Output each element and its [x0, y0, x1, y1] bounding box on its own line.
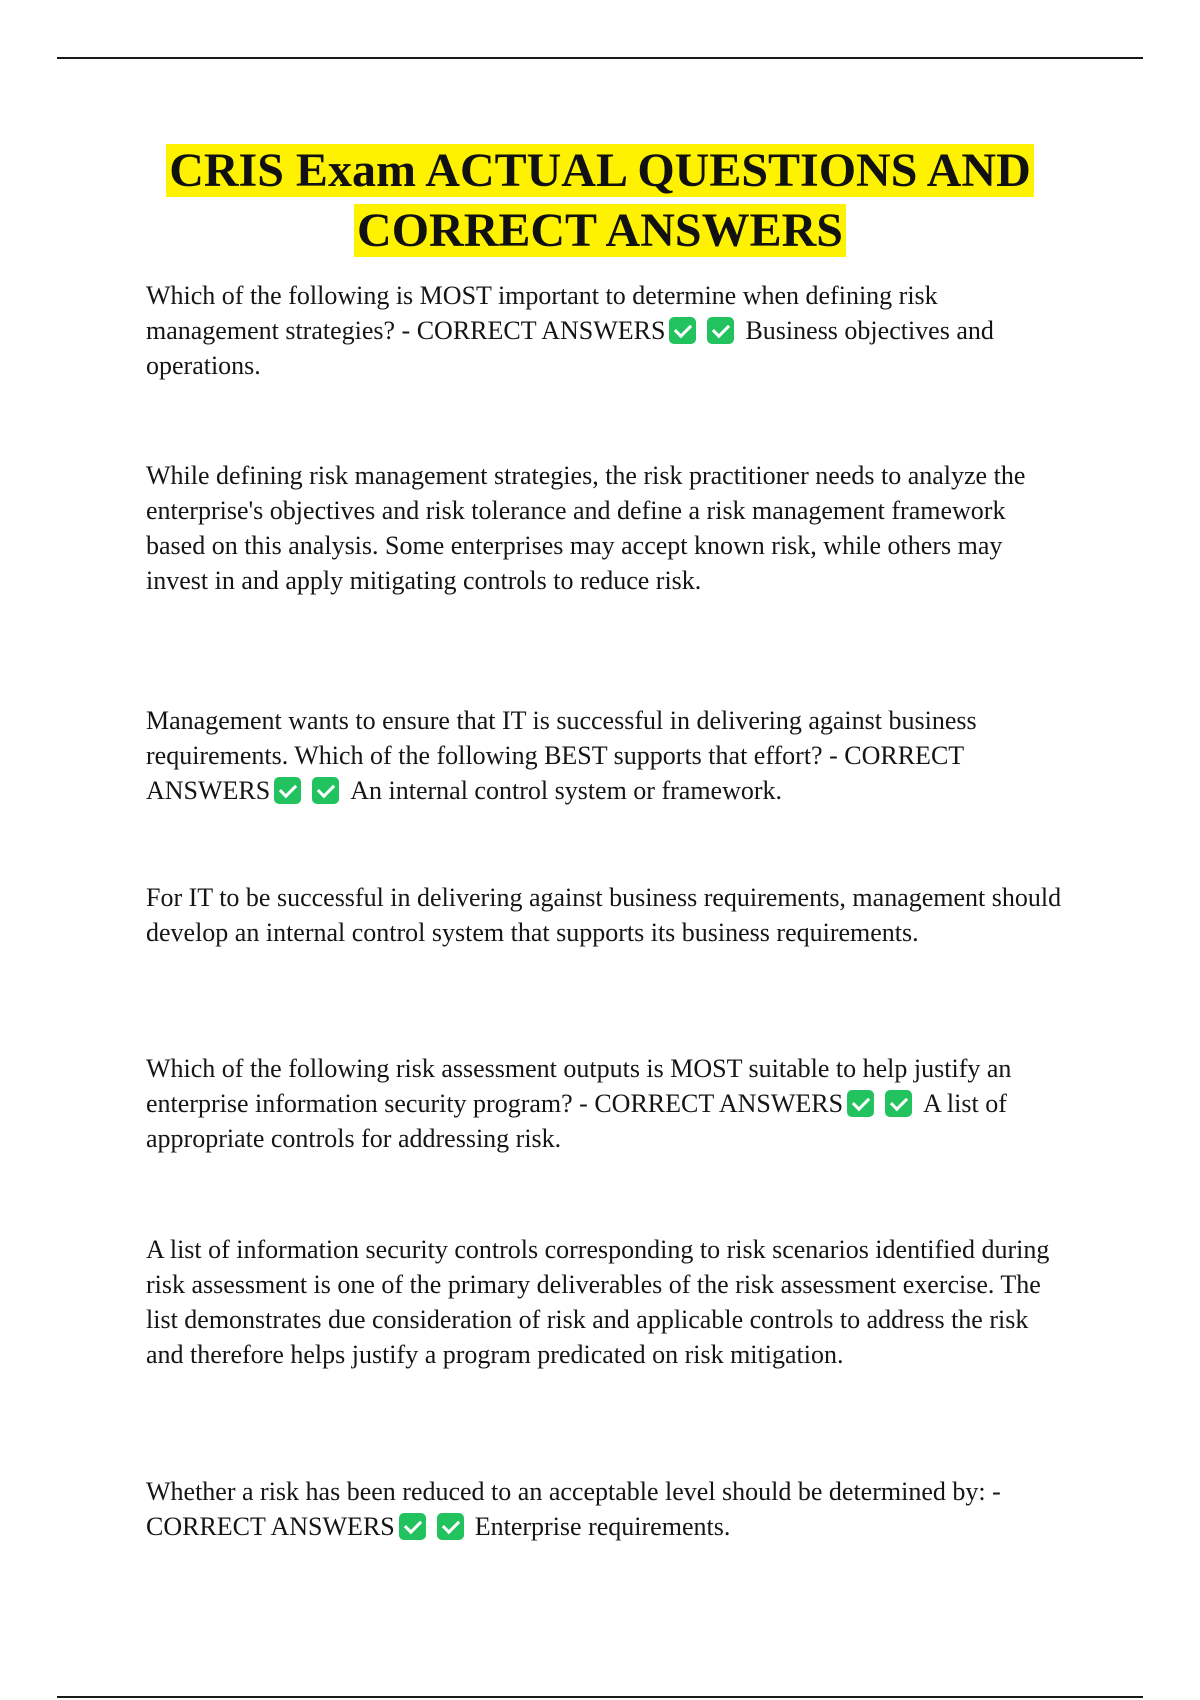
check-icons [669, 316, 745, 345]
question-3 [146, 1051, 1066, 1156]
check-icons [274, 776, 350, 805]
check-icon [399, 1513, 426, 1540]
check-icon [437, 1513, 464, 1540]
answer-text: Enterprise requirements. [474, 1512, 731, 1541]
bottom-rule [57, 1696, 1143, 1698]
question-text: Which of the following risk assessment outputs is MOST suitable to help justify an enterprise information security program? - CORRECT ANSWERS [146, 1054, 1012, 1118]
check-icon [312, 777, 339, 804]
question-4 [146, 1474, 1066, 1544]
check-icon [669, 317, 696, 344]
title-highlight: CRIS Exam ACTUAL QUESTIONS AND CORRECT ANSWERS [166, 144, 1034, 257]
question-2 [146, 703, 1066, 808]
answer-text: A list of appropriate controls for addressing risk. [146, 1089, 1007, 1153]
answer-text: Business objectives and operations. [146, 316, 994, 380]
explanation-3: A list of information security controls corresponding to risk scenarios identified during risk assessment is one of the primary deliverables of the risk assessment exercise. The list demonstrates due consideration of risk and applicable controls to address the risk and therefore helps justify a program predicated on risk mitigation. [146, 1235, 1050, 1369]
explanation-1: While defining risk management strategies, the risk practitioner needs to analyze the enterprise's objectives and risk tolerance and define a risk management framework based on this analysis. Some enterprises may accept known risk, while others may invest in and apply mitigating controls to reduce risk. [146, 461, 1026, 595]
question-text: Which of the following is MOST important to determine when defining risk management strategies? - CORRECT ANSWERS [146, 281, 938, 345]
question-text: Whether a risk has been reduced to an acceptable level should be determined by: - CORRECT ANSWERS [146, 1477, 1001, 1541]
document-title [146, 141, 1054, 261]
explanation-2: For IT to be successful in delivering against business requirements, management should develop an internal control system that supports its business requirements. [146, 883, 1062, 947]
question-text: Management wants to ensure that IT is successful in delivering against business requirements. Which of the following BEST supports that effort? - CORRECT ANSWERS [146, 706, 977, 805]
check-icon [847, 1090, 874, 1117]
answer-text: An internal control system or framework. [350, 776, 783, 805]
top-rule [57, 57, 1143, 59]
check-icons [399, 1512, 475, 1541]
check-icon [885, 1090, 912, 1117]
check-icon [274, 777, 301, 804]
check-icon [707, 317, 734, 344]
question-1 [146, 278, 1066, 383]
check-icons [847, 1089, 923, 1118]
